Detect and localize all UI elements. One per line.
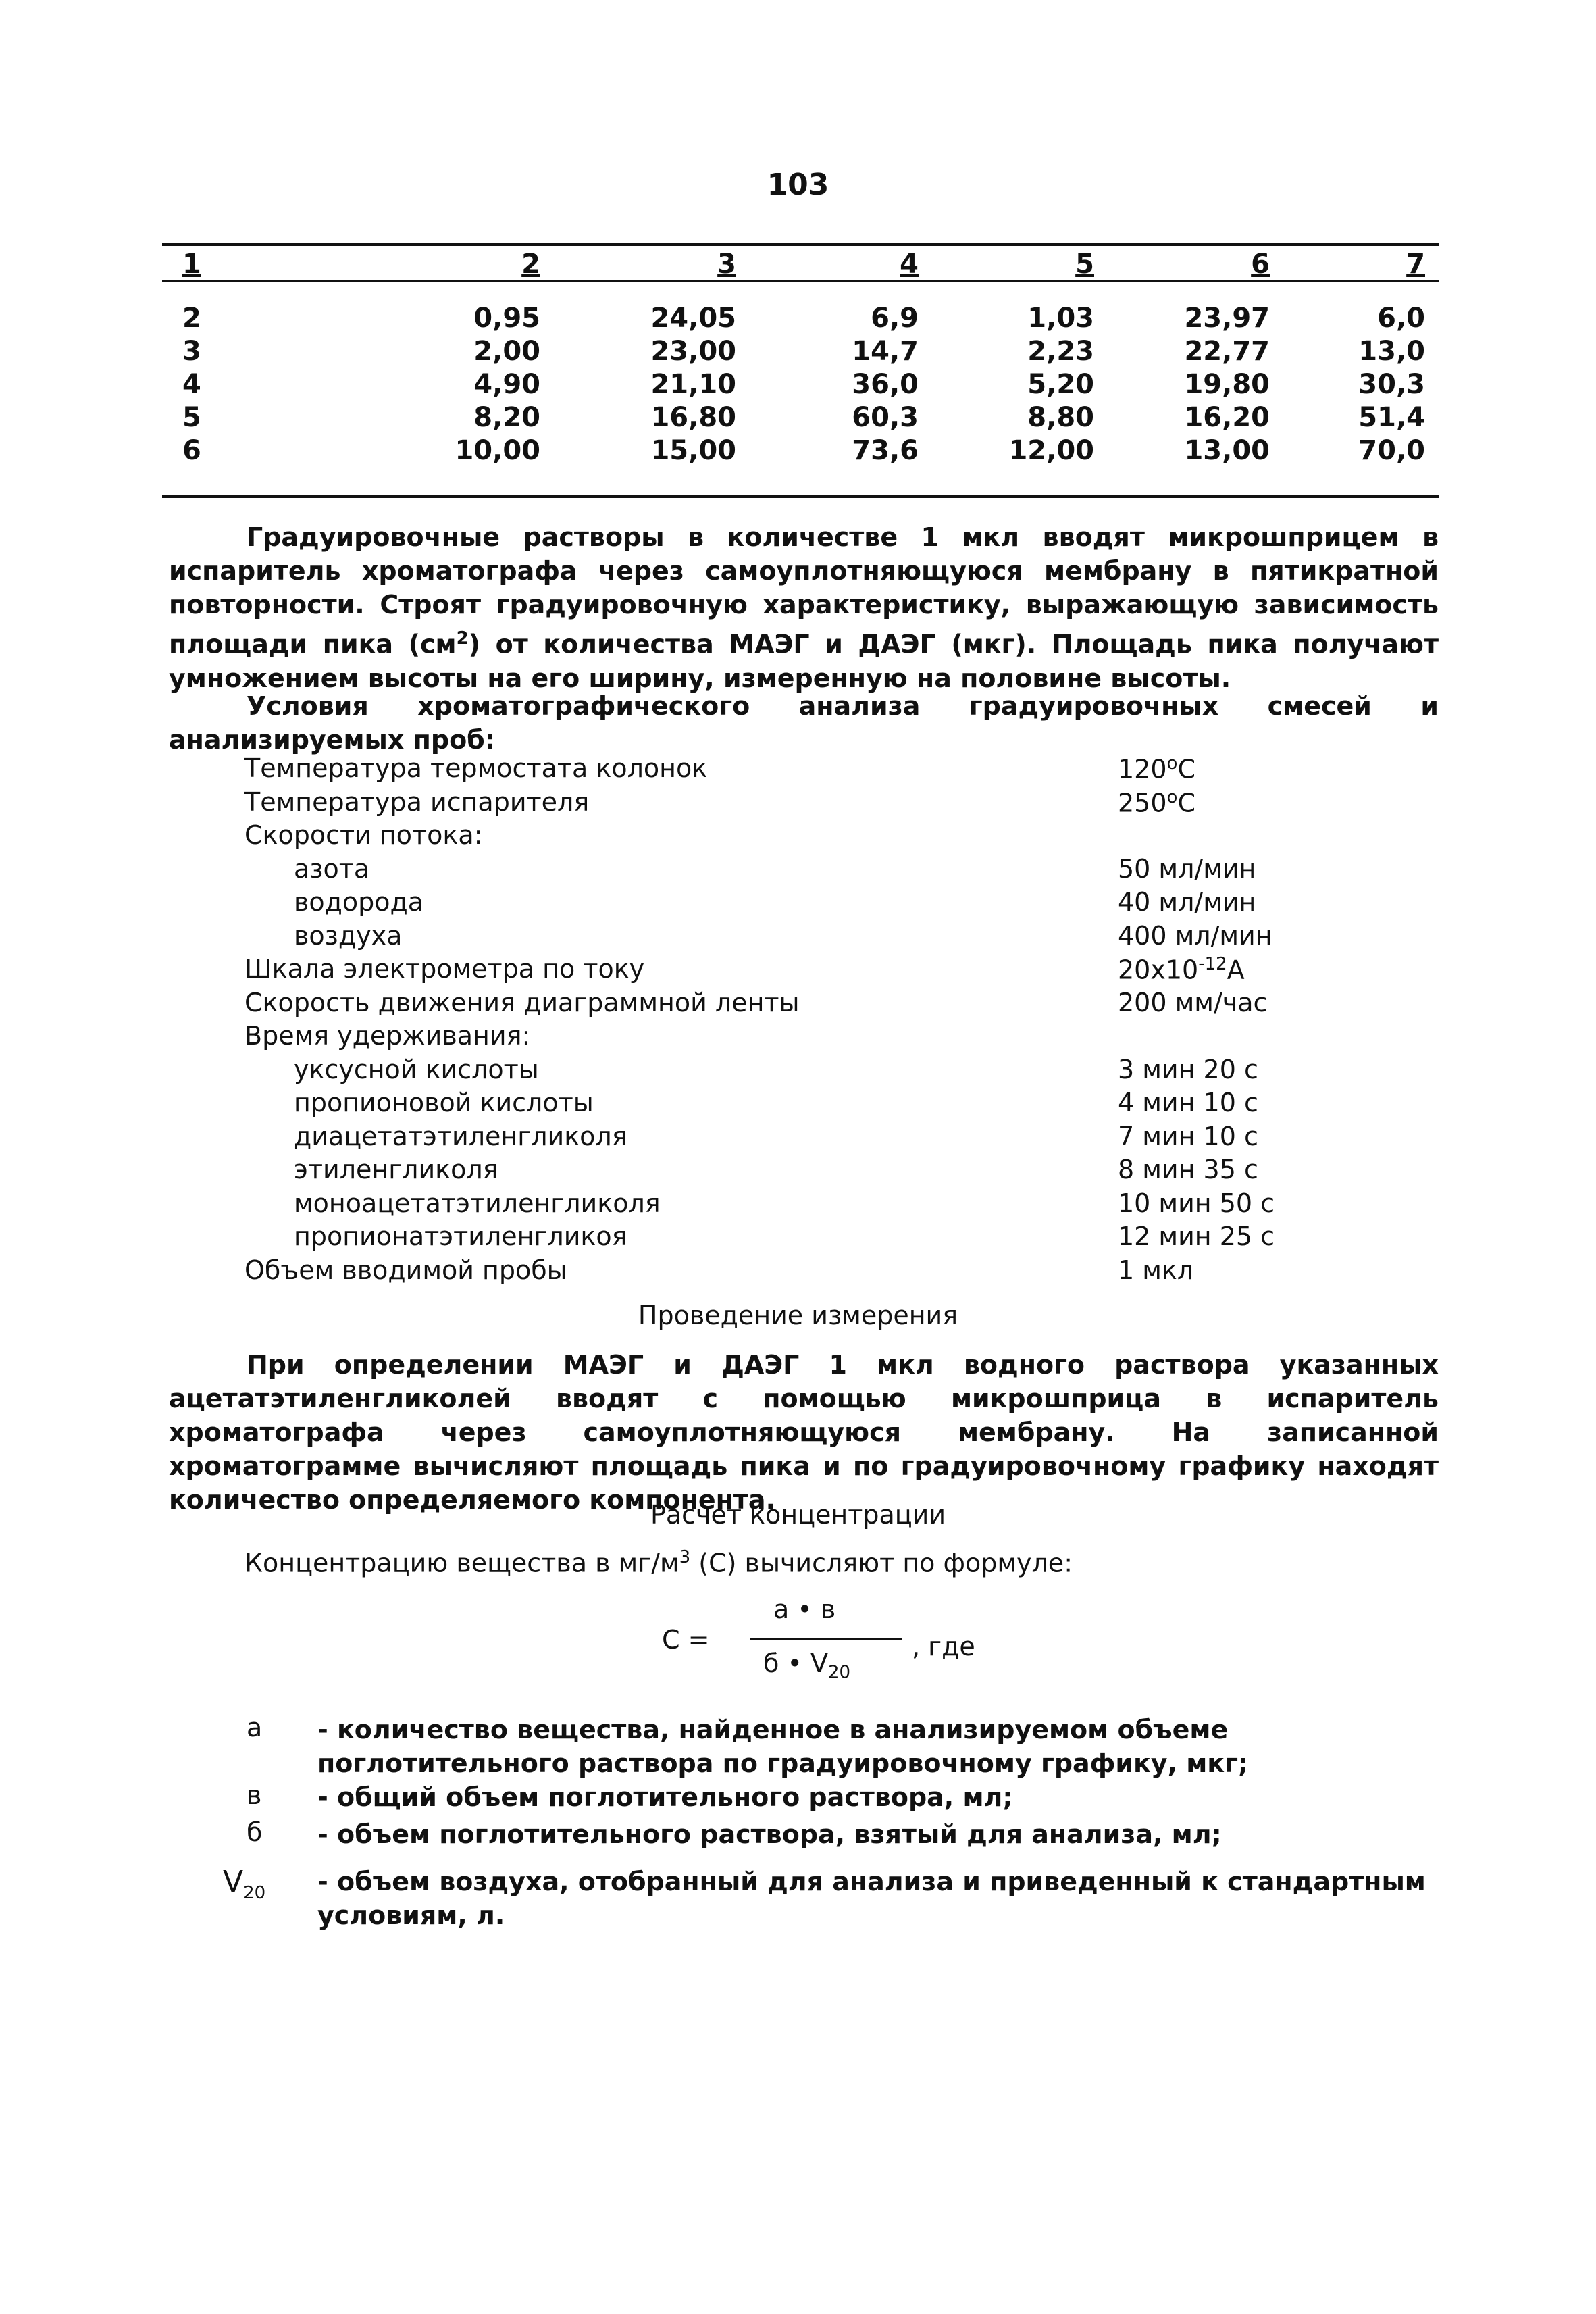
table-cell: 16,80 bbox=[650, 402, 736, 433]
formula-denominator: б • $V_{20}$ bbox=[763, 1649, 851, 1683]
condition-value: $20х10^{-12}А$ bbox=[1118, 954, 1245, 985]
table-header-row bbox=[162, 249, 1439, 282]
condition-value: 7 мин 10 с bbox=[1118, 1122, 1258, 1151]
paragraph-calibration: Градуировочные растворы в количестве 1 мкл вводят микрошприцем в испаритель хроматографа через самоуплотняющуюся мембрану в пятикратной повторности. Строят градуировочную характеристику, выражающую зависимость площади пика $(см^2)$ от количества МАЭГ и ДАЭГ (мкг). Площадь пика получают умножением высоты на его ширину, измеренную на половине высоты. bbox=[169, 522, 1439, 693]
table-cell: 36,0 bbox=[852, 369, 919, 400]
table-cell: 4,90 bbox=[473, 369, 540, 400]
condition-value: $250^оС$ bbox=[1118, 787, 1195, 818]
formula-numerator: а • в bbox=[773, 1594, 836, 1624]
formula-intro: Концентрацию вещества в $мг/м^3$ (С) вычисляют по формуле: bbox=[244, 1547, 1073, 1578]
formula-tail: , где bbox=[912, 1632, 975, 1661]
paragraph-conditions-intro: Условия хроматографического анализа градуировочных смесей и анализируемых проб: bbox=[169, 691, 1439, 755]
table-row bbox=[162, 369, 1439, 403]
table-cell: 2 bbox=[182, 303, 201, 334]
table-header-cell: 7 bbox=[1406, 249, 1425, 280]
fraction-line bbox=[750, 1638, 902, 1640]
table-cell: 13,0 bbox=[1358, 336, 1425, 367]
condition-label: уксусной кислоты bbox=[294, 1055, 539, 1084]
table-row bbox=[162, 402, 1439, 436]
condition-value: $120^оС$ bbox=[1118, 753, 1195, 784]
table-cell: 70,0 bbox=[1358, 435, 1425, 466]
table-cell: 19,80 bbox=[1184, 369, 1270, 400]
condition-value: 1 мкл bbox=[1118, 1255, 1194, 1285]
table-cell: 10,00 bbox=[455, 435, 540, 466]
table-row bbox=[162, 435, 1439, 469]
condition-label: этиленгликоля bbox=[294, 1155, 498, 1184]
table-cell: 2,23 bbox=[1027, 336, 1094, 367]
table-cell: 12,00 bbox=[1008, 435, 1094, 466]
table-header-cell: 5 bbox=[1075, 249, 1094, 280]
condition-label: Шкала электрометра по току bbox=[244, 954, 645, 984]
table-top-rule bbox=[162, 243, 1439, 246]
condition-label: Время удерживания: bbox=[244, 1021, 531, 1051]
definition-text: - объем воздуха, отобранный для анализа и приведенный к стандартным условиям, л. bbox=[317, 1867, 1426, 1930]
table-cell: 8,20 bbox=[473, 402, 540, 433]
condition-label: пропионатэтиленгликоя bbox=[294, 1222, 627, 1251]
table-cell: 23,97 bbox=[1184, 303, 1270, 334]
table-cell: 4 bbox=[182, 369, 201, 400]
definition-symbol: $V_{20}$ bbox=[223, 1865, 266, 1903]
definition-text: - количество вещества, найденное в анализируемом объеме поглотительного раствора по градуировочному графику, мкг; bbox=[317, 1715, 1249, 1778]
table-cell: 6,0 bbox=[1377, 303, 1425, 334]
condition-label: Температура испарителя bbox=[244, 787, 590, 817]
condition-value: 12 мин 25 с bbox=[1118, 1222, 1275, 1251]
table-cell: 8,80 bbox=[1027, 402, 1094, 433]
table-header-cell: 1 bbox=[182, 249, 201, 280]
table-header-cell: 3 bbox=[717, 249, 736, 280]
table-cell: 5,20 bbox=[1027, 369, 1094, 400]
table-cell: 13,00 bbox=[1184, 435, 1270, 466]
condition-value: 40 мл/мин bbox=[1118, 887, 1256, 917]
table-cell: 60,3 bbox=[852, 402, 919, 433]
paragraph-measurement: При определении МАЭГ и ДАЭГ 1 мкл водного раствора указанных ацетатэтиленгликолей вводят с помощью микрошприца в испаритель хроматографа через самоуплотняющуюся мембрану. На записанной хроматограмме вычисляют площадь пика и по градуировочному графику находят количество определяемого компонента. bbox=[169, 1350, 1439, 1515]
formula-lhs: С = bbox=[662, 1625, 710, 1655]
table-cell: 51,4 bbox=[1358, 402, 1425, 433]
table-header-cell: 2 bbox=[521, 249, 540, 280]
definition-text: - объем поглотительного раствора, взятый для анализа, мл; bbox=[317, 1819, 1222, 1849]
table-cell: 6,9 bbox=[871, 303, 919, 334]
table-cell: 22,77 bbox=[1184, 336, 1270, 367]
table-header-cell: 6 bbox=[1251, 249, 1270, 280]
table-bottom-rule bbox=[162, 495, 1439, 498]
condition-value: 50 мл/мин bbox=[1118, 854, 1256, 884]
condition-label: диацетатэтиленгликоля bbox=[294, 1122, 627, 1151]
definition-symbol: в bbox=[247, 1780, 262, 1810]
heading-measurement: Проведение измерения bbox=[638, 1301, 958, 1330]
table-cell: 3 bbox=[182, 336, 201, 367]
condition-label: Скорости потока: bbox=[244, 820, 483, 850]
condition-label: воздуха bbox=[294, 921, 403, 951]
table-cell: 6 bbox=[182, 435, 201, 466]
definition-symbol: б bbox=[247, 1817, 263, 1847]
condition-value: 3 мин 20 с bbox=[1118, 1055, 1258, 1084]
condition-label: моноацетатэтиленгликоля bbox=[294, 1188, 661, 1218]
condition-value: 400 мл/мин bbox=[1118, 921, 1272, 951]
condition-value: 4 мин 10 с bbox=[1118, 1088, 1258, 1117]
table-header-rule bbox=[162, 280, 1439, 282]
table-row bbox=[162, 336, 1439, 370]
table-cell: 2,00 bbox=[473, 336, 540, 367]
table-cell: 0,95 bbox=[473, 303, 540, 334]
condition-label: пропионовой кислоты bbox=[294, 1088, 594, 1117]
condition-label: Объем вводимой пробы bbox=[244, 1255, 567, 1285]
table-cell: 23,00 bbox=[650, 336, 736, 367]
table-row bbox=[162, 303, 1439, 336]
table-cell: 1,03 bbox=[1027, 303, 1094, 334]
definition-symbol: а bbox=[247, 1713, 263, 1742]
page-number: 103 bbox=[767, 168, 829, 202]
condition-label: Температура термостата колонок bbox=[244, 753, 708, 783]
condition-value: 200 мм/час bbox=[1118, 988, 1268, 1017]
condition-label: азота bbox=[294, 854, 370, 884]
condition-value: 8 мин 35 с bbox=[1118, 1155, 1258, 1184]
table-cell: 30,3 bbox=[1358, 369, 1425, 400]
table-cell: 14,7 bbox=[852, 336, 919, 367]
table-cell: 73,6 bbox=[852, 435, 919, 466]
condition-label: водорода bbox=[294, 887, 424, 917]
condition-value: 10 мин 50 с bbox=[1118, 1188, 1275, 1218]
condition-label: Скорость движения диаграммной ленты bbox=[244, 988, 800, 1017]
definition-text: - общий объем поглотительного раствора, мл; bbox=[317, 1782, 1013, 1812]
table-cell: 24,05 bbox=[650, 303, 736, 334]
heading-calculation: Расчет концентрации bbox=[650, 1500, 946, 1530]
table-cell: 16,20 bbox=[1184, 402, 1270, 433]
table-cell: 15,00 bbox=[650, 435, 736, 466]
table-cell: 21,10 bbox=[650, 369, 736, 400]
table-header-cell: 4 bbox=[900, 249, 919, 280]
table-cell: 5 bbox=[182, 402, 201, 433]
